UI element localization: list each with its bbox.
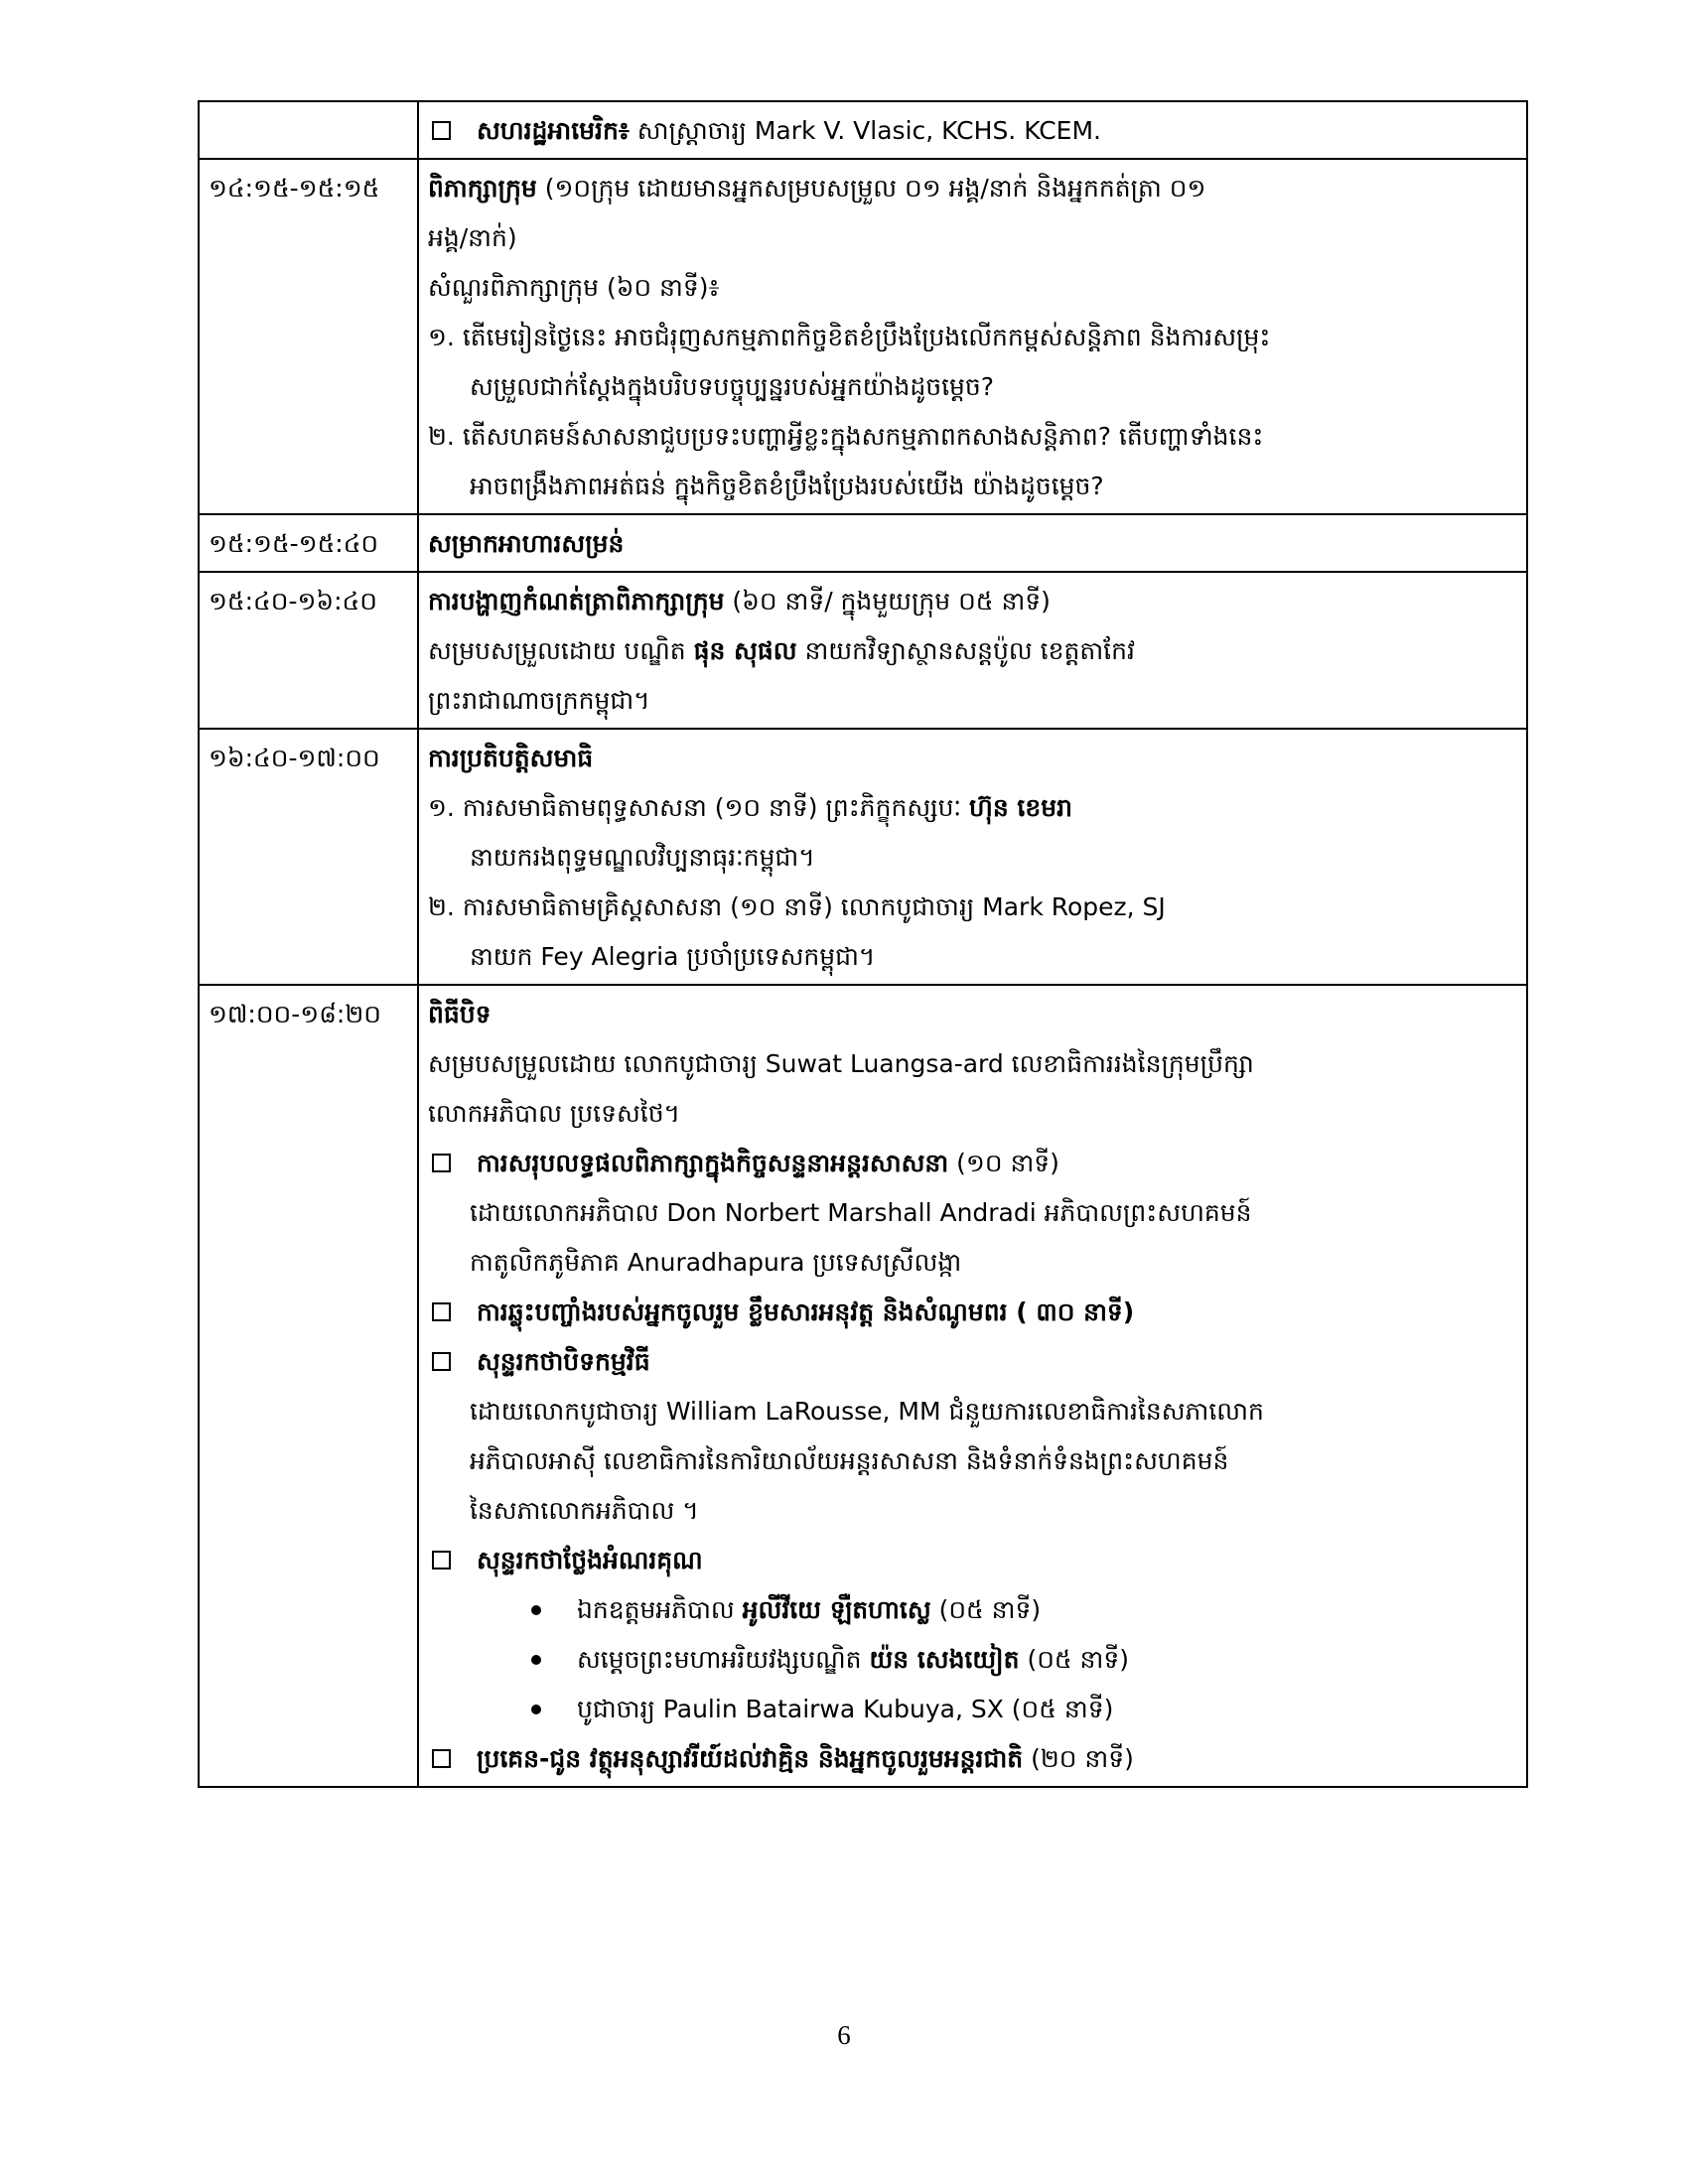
bold-label: ផុន សុផល — [693, 636, 797, 665]
line-text: (១០ នាទី) — [948, 1149, 1059, 1177]
time-cell: ១៥:១៥-១៥:៤០ — [199, 514, 418, 572]
bold-label: អូលីវីយេ ឡឺតហាស្លេ — [742, 1595, 931, 1624]
bold-label: ការឆ្លុះបញ្ចាំងរបស់អ្នកចូលរួម ខ្លឹមសារអនុវត្ត និងសំណូមពរ ( ៣០ នាទី) — [477, 1297, 1135, 1326]
content-cell — [418, 985, 1527, 1787]
line-text: ១. តើមេរៀនថ្ងៃនេះ អាចជំរុញសកម្មភាពកិច្ចខិតខំប្រឹងប្រែងលើកកម្ពស់សន្តិភាព និងការសម្រុះ — [428, 323, 1271, 351]
bold-label: យ៉ន សេងយៀត — [869, 1645, 1020, 1674]
line-text: នៃសភាលោកអភិបាល ។ — [470, 1496, 699, 1525]
line-text: សាស្ត្រាចារ្យ Mark V. Vlasic, KCHS. KCEM. — [629, 116, 1101, 145]
text-line — [428, 833, 1517, 883]
line-text: ១. ការសមាធិតាមពុទ្ធសាសនា (១០ នាទី) ព្រះភិក្ខុកស្សបៈ — [428, 793, 970, 822]
text-line — [428, 626, 1517, 676]
bold-label: ហ៊ុន ខេមរា — [969, 793, 1072, 822]
schedule-table — [198, 100, 1528, 1788]
page-number: 6 — [837, 2020, 851, 2050]
schedule-row — [199, 572, 1527, 729]
checkbox-icon — [432, 1302, 451, 1321]
schedule-row — [199, 729, 1527, 985]
content-cell — [418, 101, 1527, 159]
line-text: បូជាចារ្យ Paulin Batairwa Kubuya, SX (០៥ នាទី) — [577, 1695, 1114, 1723]
bold-label: ការបង្ហាញកំណត់ត្រាពិភាក្សាក្រុម — [428, 587, 725, 615]
text-line — [428, 1486, 1517, 1536]
line-text: (១០ក្រុម ដោយមានអ្នកសម្របសម្រួល ០១ អង្គ/នាក់ និងអ្នកកត់ត្រា ០១ — [536, 174, 1206, 203]
line-text: កាតូលិកភូមិភាគ Anuradhapura ប្រទេសស្រីលង្កា — [470, 1248, 962, 1277]
text-line — [428, 1238, 1517, 1288]
checkbox-icon — [432, 1749, 451, 1768]
text-line — [428, 362, 1517, 412]
bold-label: សុន្ទរកថាថ្លែងអំណរគុណ — [477, 1546, 703, 1574]
time-cell: ១៤:១៥-១៥:១៥ — [199, 159, 418, 514]
line-text: នាយកវិទ្យាស្ថានសន្តប៉ូល ខេត្តតាកែវ — [796, 636, 1135, 665]
schedule-body — [199, 101, 1527, 1787]
content-cell — [418, 514, 1527, 572]
text-line — [428, 1436, 1517, 1486]
line-text: សម្របសម្រួលដោយ បណ្ឌិត — [428, 636, 694, 665]
schedule-row — [199, 514, 1527, 572]
checkbox-icon — [432, 1352, 451, 1371]
time-cell — [199, 101, 418, 159]
line-text: ដោយលោកអភិបាល Don Norbert Marshall Andradi អភិបាលព្រះសហគមន៍ — [470, 1198, 1252, 1227]
text-line — [428, 313, 1517, 362]
bullet-icon — [531, 1605, 541, 1615]
line-text: ព្រះរាជាណាចក្រកម្ពុជា។ — [428, 686, 650, 715]
line-text: អភិបាលអាស៊ី លេខាធិការនៃការិយាល័យអន្តរសាសនា និងទំនាក់ទំនងព្រះសហគមន៍ — [470, 1446, 1229, 1475]
line-text: សម្តេចព្រះមហាអរិយវង្សបណ្ឌិត — [577, 1645, 870, 1674]
text-line — [428, 412, 1517, 462]
bullet-icon — [531, 1705, 541, 1714]
line-text: អាចពង្រឹងភាពអត់ធន់ ក្នុងកិច្ចខិតខំប្រឹងប្រែងរបស់យើង យ៉ាងដូចម្តេច? — [470, 472, 1104, 500]
line-text: អង្គ/នាក់) — [428, 223, 517, 252]
text-line — [428, 783, 1517, 833]
text-line — [428, 1387, 1517, 1436]
line-text: សំណួរពិភាក្សាក្រុម (៦០ នាទី)៖ — [428, 273, 720, 302]
text-line — [428, 263, 1517, 313]
checkbox-icon — [432, 1154, 451, 1172]
line-text: នាយក Fey Alegria ប្រចាំប្រទេសកម្ពុជា។ — [470, 942, 876, 971]
line-text: ២. ការសមាធិតាមគ្រិស្តសាសនា (១០ នាទី) លោកបូជាចារ្យ Mark Ropez, SJ — [428, 892, 1166, 921]
checkbox-icon — [432, 1551, 451, 1570]
bold-label: ពិធីបិទ — [428, 1000, 492, 1028]
text-line — [428, 734, 1517, 783]
text-line — [428, 883, 1517, 932]
checklist-item — [428, 1734, 1517, 1784]
text-line — [428, 932, 1517, 982]
text-line — [428, 462, 1517, 511]
text-line — [428, 676, 1517, 726]
bold-label: ពិភាក្សាក្រុម — [428, 174, 537, 203]
line-text: លោកអភិបាល ប្រទេសថៃ។ — [428, 1099, 681, 1128]
line-text: (៦០ នាទី/ ក្នុងមួយក្រុម ០៥ នាទី) — [724, 587, 1051, 615]
bullet-icon — [531, 1655, 541, 1665]
text-line — [428, 1188, 1517, 1238]
text-line — [428, 990, 1517, 1039]
bullet-item — [428, 1635, 1517, 1685]
text-line — [428, 164, 1517, 213]
schedule-row — [199, 159, 1527, 514]
time-cell: ១៥:៤០-១៦:៤០ — [199, 572, 418, 729]
bold-label: សហរដ្ឋអាមេរិក៖ — [477, 116, 630, 145]
checklist-item — [428, 1139, 1517, 1188]
text-line — [428, 1039, 1517, 1089]
checkbox-icon — [432, 121, 451, 140]
bold-label: ការប្រតិបត្តិសមាធិ — [428, 744, 594, 772]
checklist-item — [428, 1536, 1517, 1585]
schedule-row — [199, 985, 1527, 1787]
text-line — [428, 577, 1517, 626]
bullet-item — [428, 1585, 1517, 1635]
time-cell: ១៦:៤០-១៧:០០ — [199, 729, 418, 985]
line-text: (០៥ នាទី) — [1019, 1645, 1129, 1674]
content-cell — [418, 572, 1527, 729]
text-line — [428, 1089, 1517, 1139]
text-line — [428, 213, 1517, 263]
checklist-item — [428, 1337, 1517, 1387]
line-text: សម្រួលជាក់ស្តែងក្នុងបរិបទបច្ចុប្បន្នរបស់អ្នកយ៉ាងដូចម្តេច? — [470, 372, 995, 401]
bold-label: ប្រគេន-ជូន វត្ថុអនុស្សាវរីយ៍ដល់វាគ្មិន និងអ្នកចូលរួមអន្តរជាតិ — [477, 1744, 1024, 1773]
bold-label: ការសរុបលទ្ធផលពិភាក្សាក្នុងកិច្ចសន្ទនាអន្តរសាសនា — [477, 1149, 949, 1177]
bullet-item — [428, 1685, 1517, 1734]
checklist-item — [428, 106, 1517, 156]
line-text: ដោយលោកបូជាចារ្យ William LaRousse, MM ជំនួយការលេខាធិការនៃសភាលោក — [470, 1397, 1264, 1426]
bold-label: សុន្ទរកថាបិទកម្មវិធី — [477, 1347, 650, 1376]
line-text: (២០ នាទី) — [1023, 1744, 1134, 1773]
line-text: ឯកឧត្តមអភិបាល — [577, 1595, 743, 1624]
schedule-row — [199, 101, 1527, 159]
text-line — [428, 519, 1517, 569]
time-cell: ១៧:០០-១៨:២០ — [199, 985, 418, 1787]
line-text: ២. តើសហគមន៍សាសនាជួបប្រទះបញ្ហាអ្វីខ្លះក្នុងសកម្មភាពកសាងសន្តិភាព? តើបញ្ហាទាំងនេះ — [428, 422, 1264, 451]
content-cell — [418, 729, 1527, 985]
content-cell — [418, 159, 1527, 514]
checklist-item — [428, 1288, 1517, 1337]
bold-label: សម្រាកអាហារសម្រន់ — [428, 529, 625, 558]
line-text: នាយករងពុទ្ធមណ្ឌលវិប្បនាធុរៈកម្ពុជា។ — [470, 843, 815, 872]
line-text: (០៥ នាទី) — [930, 1595, 1042, 1624]
line-text: សម្របសម្រួលដោយ លោកបូជាចារ្យ Suwat Luangsa-ard លេខាធិការរងនៃក្រុមប្រឹក្សា — [428, 1049, 1254, 1078]
